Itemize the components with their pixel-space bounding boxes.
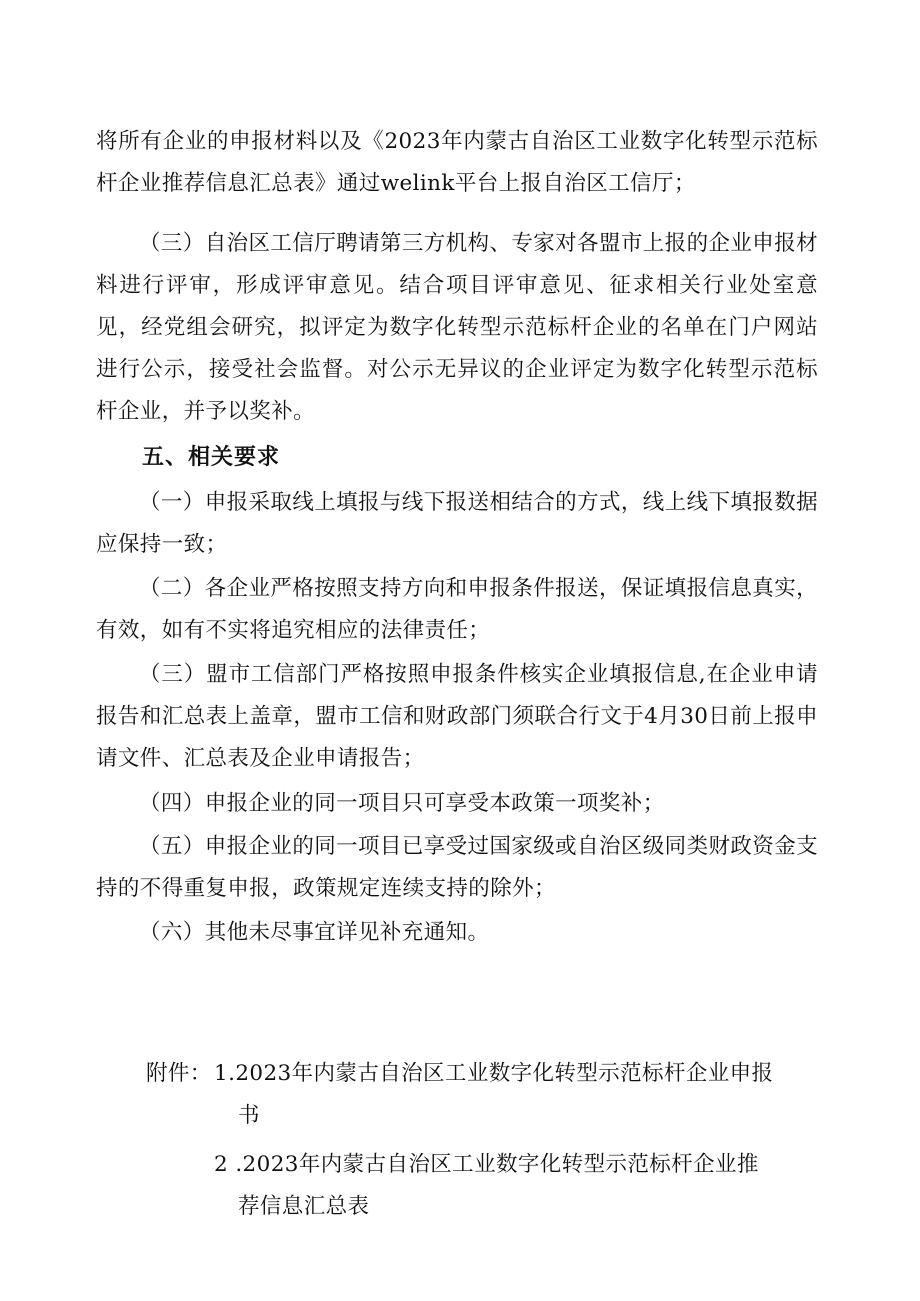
attachment-1-line-2: 书 bbox=[238, 1103, 260, 1128]
requirement-item-5: （五）申报企业的同一项目已享受过国家级或自治区级同类财政资金支持的不得重复申报，政策规定连续支持的除外； bbox=[96, 834, 818, 901]
attachments-label: 附件： bbox=[146, 1061, 212, 1086]
requirement-item-4: （四）申报企业的同一项目只可享受本政策一项奖补； bbox=[139, 791, 665, 816]
attachment-1-line-1: 1.2023年内蒙古自治区工业数字化转型示范标杆企业申报 bbox=[214, 1061, 774, 1086]
paragraph-continued-submission: 将所有企业的申报材料以及《2023年内蒙古自治区工业数字化转型示范标杆企业推荐信息汇总表》通过welink平台上报自治区工信厅； bbox=[96, 129, 818, 196]
requirement-item-3: （三）盟市工信部门严格按照申报条件核实企业填报信息,在企业申请报告和汇总表上盖章，盟市工信和财政部门须联合行文于4月30日前上报申请文件、汇总表及企业申请报告； bbox=[96, 662, 818, 771]
section-heading-requirements: 五、相关要求 bbox=[142, 445, 281, 470]
requirement-item-6: （六）其他未尽事宜详见补充通知。 bbox=[139, 920, 490, 945]
paragraph-item-3-review: （三）自治区工信厅聘请第三方机构、专家对各盟市上报的企业申报材料进行评审，形成评审意见。结合项目评审意见、征求相关行业处室意见，经党组会研究，拟评定为数字化转型示范标杆企业的名单在门户网站进行公示，接受社会监督。对公示无异议的企业评定为数字化转型示范标杆企业，并予以奖补。 bbox=[96, 231, 818, 424]
attachment-2-line-1: 2 .2023年内蒙古自治区工业数字化转型示范标杆企业推 bbox=[214, 1152, 759, 1177]
requirement-item-1: （一）申报采取线上填报与线下报送相结合的方式，线上线下填报数据应保持一致； bbox=[96, 490, 818, 557]
requirement-item-2: （二）各企业严格按照支持方向和申报条件报送，保证填报信息真实，有效，如有不实将追究相应的法律责任； bbox=[96, 576, 818, 643]
attachment-2-line-2: 荐信息汇总表 bbox=[238, 1194, 370, 1219]
